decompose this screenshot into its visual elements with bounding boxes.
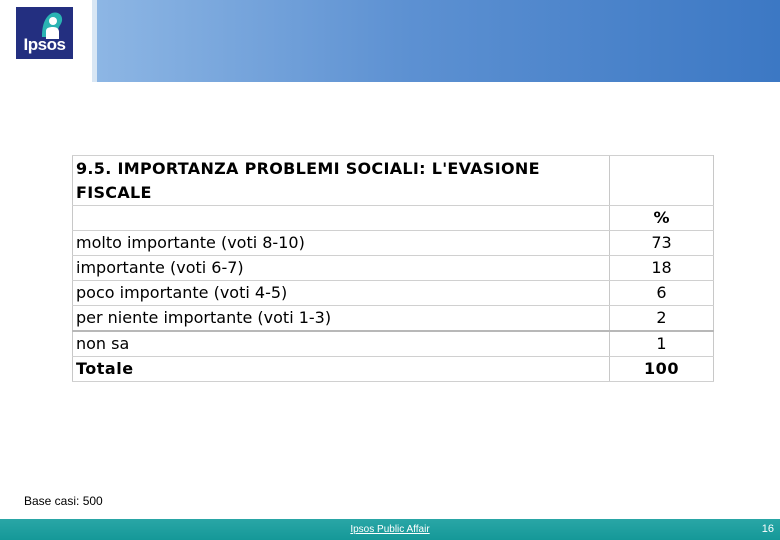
results-table bbox=[72, 155, 714, 382]
logo-area bbox=[0, 0, 92, 82]
row-label: molto importante (voti 8-10) bbox=[73, 231, 610, 256]
row-label: per niente importante (voti 1-3) bbox=[73, 306, 610, 332]
ipsos-logo bbox=[16, 7, 73, 59]
row-value: 2 bbox=[610, 306, 714, 332]
table-row bbox=[73, 331, 714, 357]
table-row bbox=[73, 306, 714, 332]
table-header-row bbox=[73, 206, 714, 231]
page-number: 16 bbox=[761, 523, 774, 535]
slide-header bbox=[0, 0, 780, 82]
total-value: 100 bbox=[610, 357, 714, 382]
row-value: 1 bbox=[610, 331, 714, 357]
column-header-percent: % bbox=[610, 206, 714, 231]
header-label-cell bbox=[73, 206, 610, 231]
table-row bbox=[73, 256, 714, 281]
total-label: Totale bbox=[73, 357, 610, 382]
footer-link[interactable]: Ipsos Public Affair bbox=[350, 524, 430, 535]
row-value: 18 bbox=[610, 256, 714, 281]
row-label: non sa bbox=[73, 331, 610, 357]
table-row bbox=[73, 231, 714, 256]
logo-wordmark: Ipsos bbox=[23, 35, 66, 54]
row-label: poco importante (voti 4-5) bbox=[73, 281, 610, 306]
row-value: 73 bbox=[610, 231, 714, 256]
table-row bbox=[73, 281, 714, 306]
table-title-row bbox=[73, 156, 714, 206]
row-value: 6 bbox=[610, 281, 714, 306]
total-row bbox=[73, 357, 714, 382]
table-title-value-cell bbox=[610, 156, 714, 206]
base-note: Base casi: 500 bbox=[24, 494, 103, 508]
row-label: importante (voti 6-7) bbox=[73, 256, 610, 281]
table-title: 9.5. IMPORTANZA PROBLEMI SOCIALI: L'EVASIONE FISCALE bbox=[73, 156, 610, 206]
slide-footer bbox=[0, 519, 780, 540]
header-banner bbox=[97, 0, 780, 82]
